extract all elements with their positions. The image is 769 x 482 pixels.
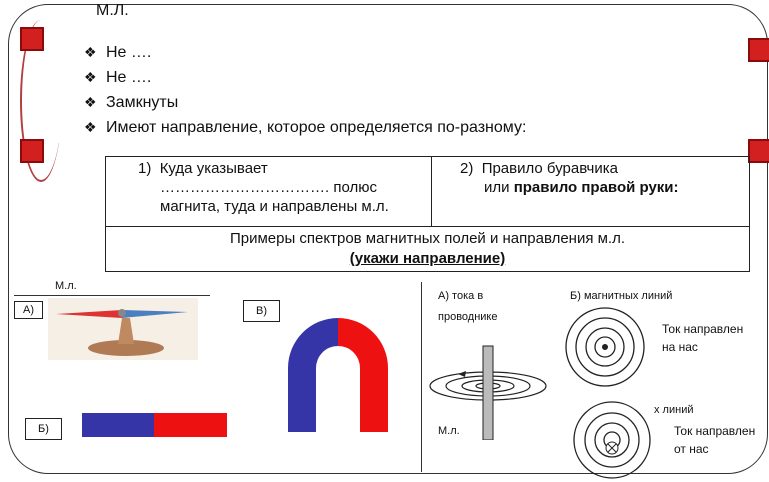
list-item: ❖ Замкнуты — [84, 90, 526, 115]
section-divider — [421, 282, 422, 472]
ml-label-right: М.л. — [438, 425, 460, 437]
text-current-toward-2: на нас — [662, 340, 698, 354]
binder-tab — [20, 139, 44, 163]
binder-tab — [748, 38, 769, 62]
list-item: ❖ Не …. — [84, 40, 526, 65]
diamond-bullet-icon: ❖ — [84, 69, 97, 85]
field-lines-away-from-viewer — [572, 400, 652, 480]
caption-b-title: Б) магнитных линий — [570, 290, 673, 302]
caption-a-line1: А) тока в — [438, 290, 484, 302]
bar-magnet-south — [82, 413, 154, 437]
table-cell-rule-2: 2) Правило буравчика или правило правой руки: — [432, 157, 750, 227]
list-item: ❖ Имеют направление, которое определяется по-разному: — [84, 115, 526, 140]
table-cell-examples: Примеры спектров магнитных полей и направления м.л. (укажи направление) — [106, 227, 750, 272]
label-b: Б) — [25, 418, 62, 440]
table-cell-rule-1: 1) Куда указывает ……………………………. полюс магнита, туда и направлены м.л. — [106, 157, 432, 227]
diamond-bullet-icon: ❖ — [84, 119, 97, 135]
list-item: ❖ Не …. — [84, 65, 526, 90]
ml-label: М.л. — [55, 280, 77, 292]
diamond-bullet-icon: ❖ — [84, 44, 97, 60]
text-current-away-2: от нас — [674, 442, 709, 456]
compass-image — [48, 298, 198, 360]
divider — [14, 295, 210, 296]
binder-tab — [20, 27, 44, 51]
text-current-away-1: Ток направлен — [674, 424, 756, 438]
bar-magnet-north — [154, 413, 227, 437]
header-fragment: М.Л. — [96, 2, 129, 19]
horseshoe-magnet — [286, 316, 390, 432]
text-current-toward-1: Ток направлен — [662, 322, 744, 336]
field-lines-toward-viewer — [564, 306, 646, 388]
label-v: В) — [243, 300, 280, 322]
caption-a-line2: проводнике — [438, 311, 498, 323]
diamond-bullet-icon: ❖ — [84, 94, 97, 110]
binder-tab — [748, 139, 769, 163]
label-a: А) — [14, 301, 43, 319]
bullet-list — [84, 40, 526, 140]
partial-label: х линий — [654, 404, 694, 416]
rules-table — [105, 156, 750, 272]
